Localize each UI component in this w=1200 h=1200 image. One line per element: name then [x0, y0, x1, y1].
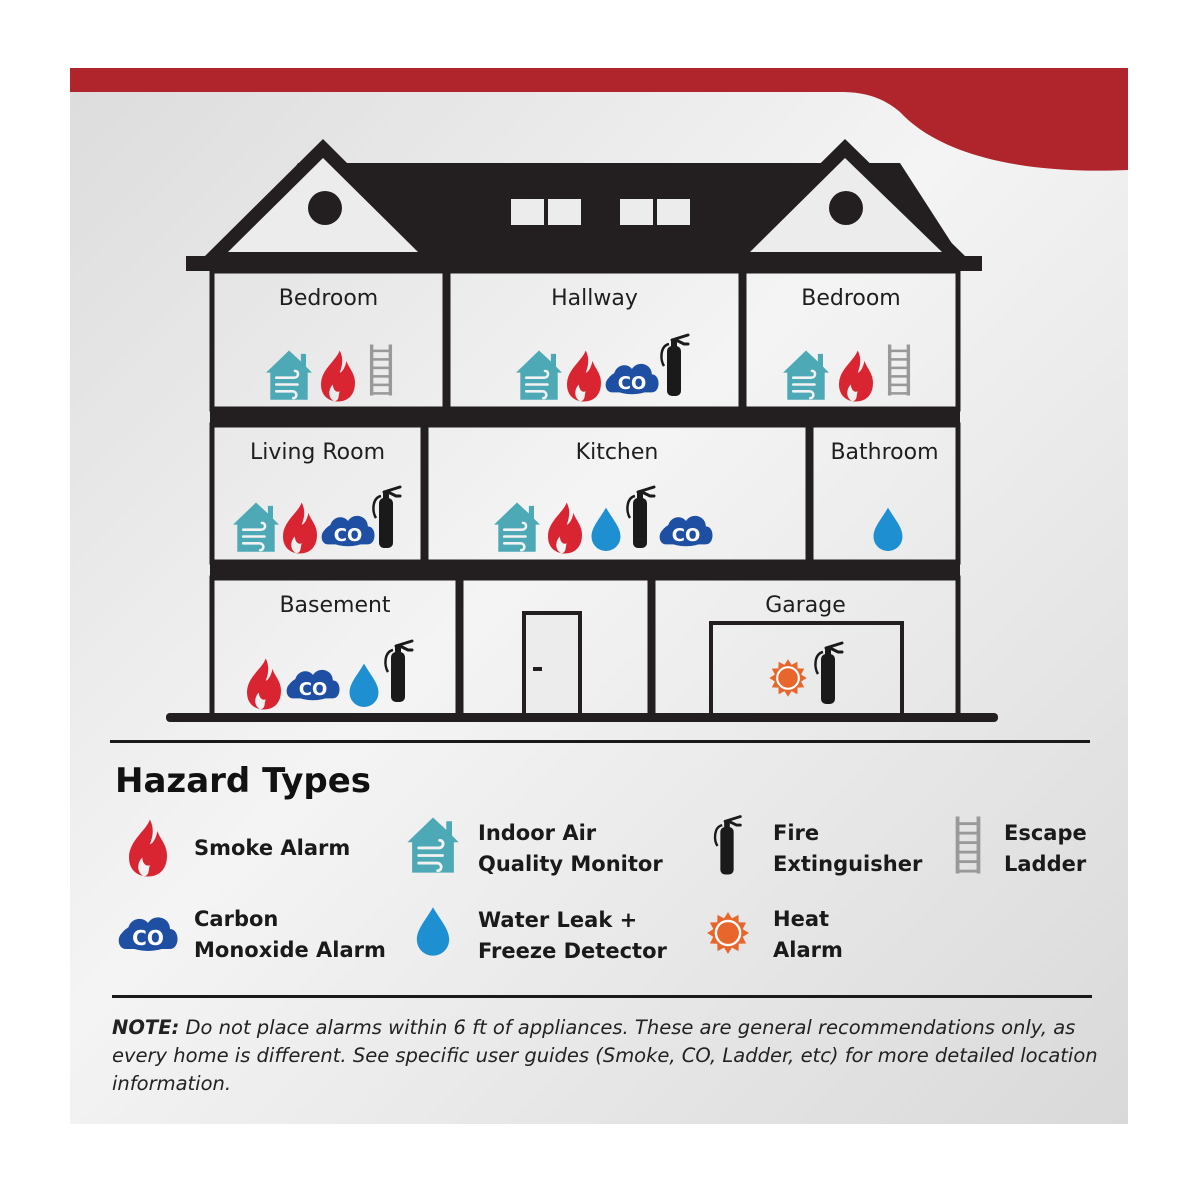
legend-label: Alarm	[773, 938, 843, 962]
legend-label: Freeze Detector	[478, 939, 667, 963]
note	[112, 1014, 1112, 1098]
door	[524, 613, 580, 715]
co-badge-text: CO	[671, 524, 701, 546]
legend-label: Indoor Air	[478, 821, 597, 845]
legend-title: Hazard Types	[115, 761, 372, 801]
legend-label: Ladder	[1004, 852, 1087, 876]
legend-label: Fire	[773, 821, 820, 845]
left-gable-window	[308, 191, 342, 225]
legend-label: Heat	[773, 907, 830, 931]
room-label: Kitchen	[575, 440, 659, 465]
legend-label: Water Leak +	[478, 908, 638, 932]
legend-label: Escape	[1004, 821, 1087, 845]
legend-label: Carbon	[194, 907, 279, 931]
room-label: Bedroom	[801, 286, 901, 311]
room-label: Bedroom	[278, 286, 379, 311]
room-label: Hallway	[551, 286, 638, 311]
separator-bottom	[112, 995, 1092, 998]
co-badge-text: CO	[333, 524, 363, 546]
note-label: NOTE:	[112, 1016, 180, 1039]
room-label: Living Room	[249, 440, 386, 465]
legend-label: Monoxide Alarm	[194, 938, 386, 962]
legend-label: Quality Monitor	[478, 852, 663, 876]
co-badge-text: CO	[298, 678, 328, 700]
co-badge-text: CO	[132, 926, 164, 950]
skylight-left	[511, 193, 581, 225]
room-label: Bathroom	[830, 440, 939, 465]
legend-label: Extinguisher	[773, 852, 923, 876]
note-text: Do not place alarms within 6 ft of appliances. These are general recommendations only, as every home is different. See specific user guides (Smoke, CO, Ladder, etc) for more detailed location information.	[112, 1016, 1098, 1095]
right-gable-window	[829, 191, 863, 225]
separator-top	[110, 740, 1090, 743]
room-label: Garage	[765, 593, 846, 618]
co-badge-text: CO	[617, 372, 647, 394]
skylight-right	[620, 193, 690, 225]
room-label: Basement	[279, 593, 391, 618]
legend-label: Smoke Alarm	[194, 836, 351, 860]
